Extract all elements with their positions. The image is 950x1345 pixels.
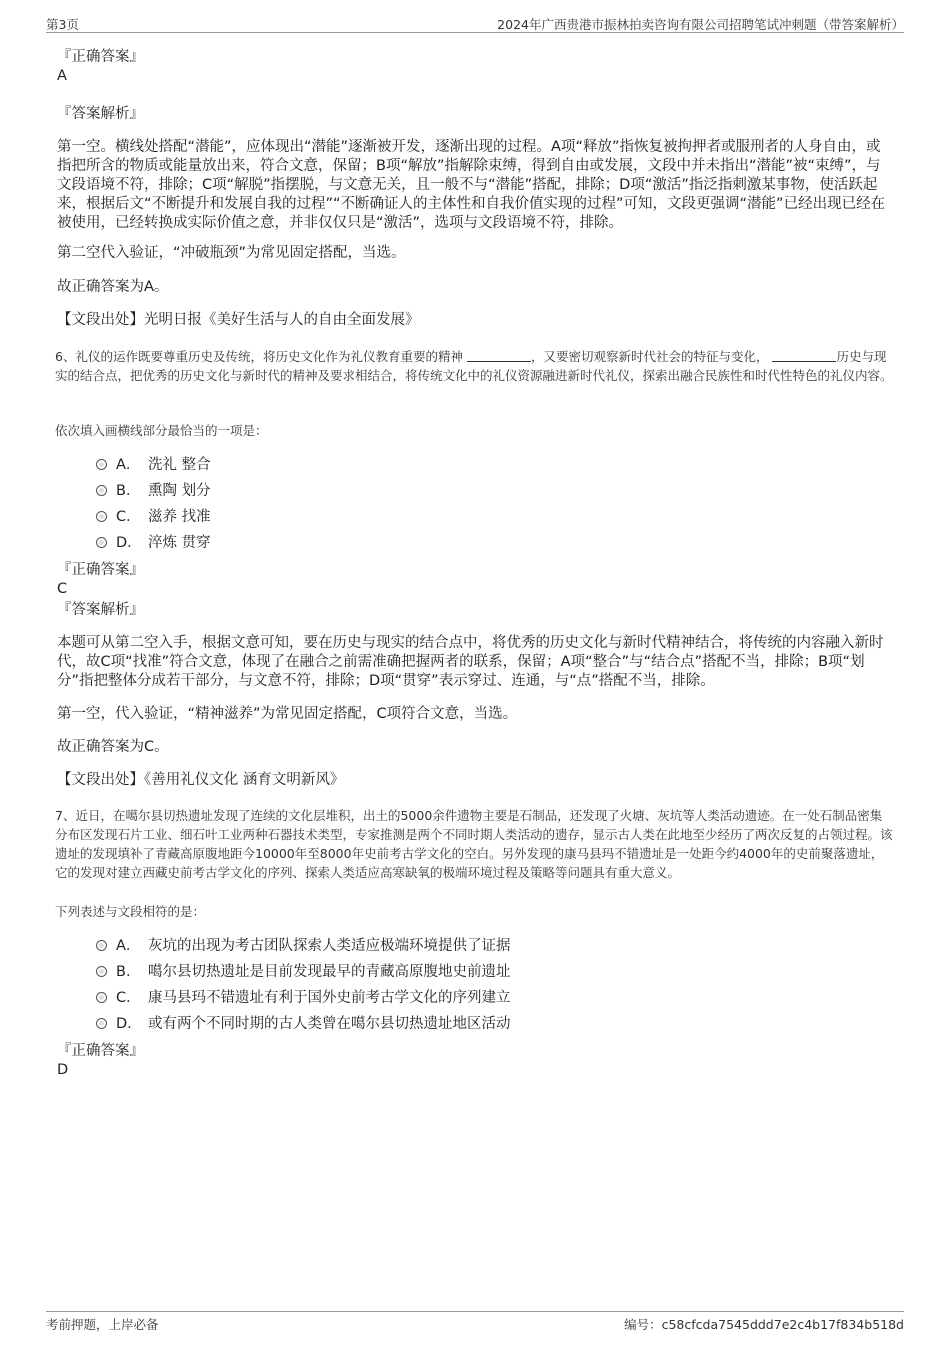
radio-icon[interactable]	[96, 537, 107, 548]
q6-analysis-p1: 本题可从第二空入手，根据文意可知，要在历史与现实的结合点中，将优秀的历史文化与新时代精神结合，将传统的内容融入新时代，故C项“找准”符合文意，体现了在融合之前需准确把握两者的联系，保留；A项“整合”与“结合点”搭配不当，排除；B项“划分”指把整体分成若干部分，与文意不符，排除；D项“贯穿”表示穿过、连通，与“点”搭配不当，排除。	[57, 635, 884, 689]
q6-blank-2	[772, 349, 836, 362]
radio-icon[interactable]	[96, 511, 107, 522]
q6-answer-label: 『正确答案』	[57, 562, 144, 578]
document-code: 编号：c58cfcda7545ddd7e2c4b17f834b518d	[624, 1317, 904, 1332]
q6-source: 【文段出处】《善用礼仪文化 涵育文明新风》	[57, 772, 345, 788]
q5-answer: A	[57, 68, 67, 84]
q6-option-b[interactable]: B． 熏陶 划分	[96, 481, 211, 501]
radio-icon[interactable]	[96, 992, 107, 1003]
page-footer	[46, 1311, 904, 1334]
q6-prompt: 依次填入画横线部分最恰当的一项是：	[55, 423, 268, 438]
q7-answer-label: 『正确答案』	[57, 1043, 144, 1059]
q5-analysis-p1: 第一空。横线处搭配“潜能”，应体现出“潜能”逐渐被开发，逐渐出现的过程。A项“释放”指恢复被拘押者或服刑者的人身自由，或指把所含的物质或能量放出来，符合文意，保留；B项“解放”指解除束缚，得到自由或发展，文段中并未指出“潜能”被“束缚”，与文段语境不符，排除；C项“解脱”指摆脱，与文意无关，且一般不与“潜能”搭配，排除；D项“激活”指泛指刺激某事物，使活跃起来，根据后文“不断提升和发展自我的过程”“不断确证人的主体性和自我价值实现的过程”可知，文段更强调“潜能”已经出现已经在被使用，已经转换成实际价值之意，并非仅仅只是“激活”，选项与文段语境不符，排除。	[57, 139, 886, 231]
document-title: 2024年广西贵港市振林拍卖咨询有限公司招聘笔试冲刺题（带答案解析）	[497, 17, 904, 32]
q7-option-c[interactable]: C． 康马县玛不错遗址有利于国外史前考古学文化的序列建立	[96, 988, 511, 1008]
page-header	[46, 14, 904, 33]
q6-stem: 6、礼仪的运作既要尊重历史及传统，将历史文化作为礼仪教育重要的精神 ，又要密切观察新时代社会的特征与变化， 历史与现实的结合点，把优秀的历史文化与新时代的精神及要求相结合，将传统文化中的礼仪资源融进新时代礼仪，探索出融合民族性和时代性特色的礼仪内容。	[55, 349, 893, 383]
footer-slogan: 考前押题，上岸必备	[46, 1317, 159, 1332]
radio-icon[interactable]	[96, 966, 107, 977]
q6-analysis-label: 『答案解析』	[57, 602, 144, 618]
q6-analysis-p3: 故正确答案为C。	[57, 739, 169, 755]
q5-analysis-label: 『答案解析』	[57, 106, 144, 122]
page-number: 第3页	[46, 17, 79, 32]
q5-source: 【文段出处】光明日报《美好生活与人的自由全面发展》	[57, 312, 420, 328]
radio-icon[interactable]	[96, 940, 107, 951]
q6-option-c[interactable]: C． 滋养 找准	[96, 507, 211, 527]
q5-analysis-p2: 第二空代入验证，“冲破瓶颈”为常见固定搭配，当选。	[57, 245, 406, 261]
q7-stem: 7、近日，在噶尔县切热遗址发现了连续的文化层堆积，出土的5000余件遗物主要是石制品，还发现了火塘、灰坑等人类活动遗迹。在一处石制品密集分布区发现石片工业、细石叶工业两种石器技术类型，专家推测是两个不同时期人类活动的遗存，显示古人类在此地至少经历了两次反复的占领过程。该遗址的发现填补了青藏高原腹地距今10000年至8000年史前考古学文化的空白。另外发现的康马县玛不错遗址是一处距今约4000年的史前聚落遗址，它的发现对建立西藏史前考古学文化的序列、探索人类适应高寒缺氧的极端环境过程及策略等问题具有重大意义。	[55, 808, 893, 880]
q5-analysis-p3: 故正确答案为A。	[57, 279, 169, 295]
q6-blank-1	[467, 349, 531, 362]
q6-analysis-p2: 第一空，代入验证，“精神滋养”为常见固定搭配，C项符合文意，当选。	[57, 706, 518, 722]
radio-icon[interactable]	[96, 1018, 107, 1029]
q6-option-d[interactable]: D． 淬炼 贯穿	[96, 533, 211, 553]
q6-answer: C	[57, 581, 68, 597]
q7-option-b[interactable]: B． 噶尔县切热遗址是目前发现最早的青藏高原腹地史前遗址	[96, 962, 511, 982]
q6-option-a[interactable]: A． 洗礼 整合	[96, 455, 211, 475]
q7-answer: D	[57, 1062, 69, 1078]
q5-answer-label: 『正确答案』	[57, 49, 144, 65]
q7-option-d[interactable]: D． 或有两个不同时期的古人类曾在噶尔县切热遗址地区活动	[96, 1014, 511, 1034]
radio-icon[interactable]	[96, 459, 107, 470]
radio-icon[interactable]	[96, 485, 107, 496]
q7-option-a[interactable]: A． 灰坑的出现为考古团队探索人类适应极端环境提供了证据	[96, 936, 511, 956]
q7-prompt: 下列表述与文段相符的是：	[55, 904, 206, 919]
